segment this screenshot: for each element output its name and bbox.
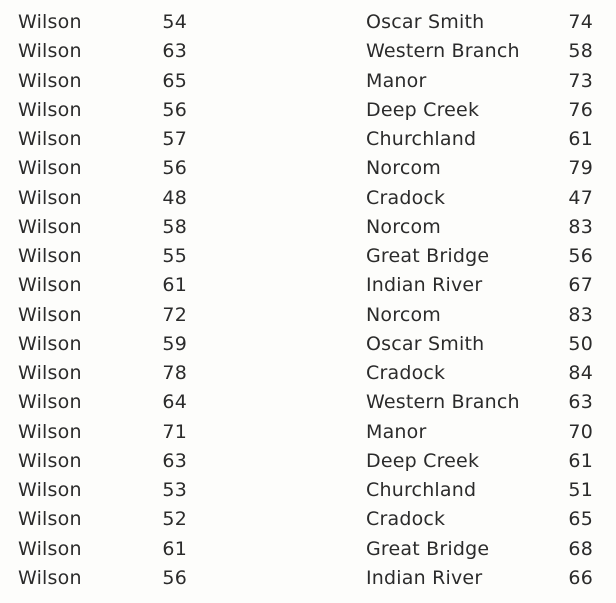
opponent-name: Norcom	[366, 303, 442, 326]
opponent-score: 79	[568, 157, 593, 180]
home-team-score: 61	[162, 537, 187, 560]
opponent-name: Manor	[366, 420, 427, 443]
home-team-score: 56	[162, 566, 187, 589]
opponent-name: Cradock	[366, 362, 446, 384]
opponent-score: 66	[568, 566, 593, 589]
home-team-name: Wilson	[18, 508, 82, 531]
home-team-name: Wilson	[18, 420, 82, 443]
home-team-name: Wilson	[18, 362, 82, 384]
opponent-name: Western Branch	[366, 40, 520, 63]
home-team-score: 64	[162, 391, 187, 414]
home-team-name: Wilson	[18, 40, 82, 63]
opponent-name: Cradock	[366, 508, 446, 531]
opponent-name: Indian River	[366, 274, 483, 297]
home-team-score: 71	[162, 420, 187, 443]
opponent-score: 58	[568, 40, 593, 63]
opponent-score: 83	[568, 303, 593, 326]
home-team-score: 63	[162, 449, 187, 472]
home-team-score: 56	[162, 98, 187, 121]
score-row	[0, 242, 616, 271]
score-row	[0, 535, 616, 564]
home-team-score: 58	[162, 215, 187, 238]
home-team-name: Wilson	[18, 449, 82, 472]
opponent-score: 51	[568, 479, 593, 501]
opponent-name: Indian River	[366, 566, 483, 589]
score-row	[0, 301, 616, 330]
home-team-name: Wilson	[18, 332, 82, 355]
home-team-score: 52	[162, 508, 187, 531]
opponent-name: Cradock	[366, 186, 446, 209]
opponent-score: 61	[568, 128, 593, 150]
opponent-name: Deep Creek	[366, 98, 480, 121]
home-team-score: 48	[162, 186, 187, 209]
home-team-name: Wilson	[18, 128, 82, 150]
opponent-score: 63	[568, 391, 593, 414]
home-team-name: Wilson	[18, 69, 82, 92]
opponent-name: Norcom	[366, 215, 442, 238]
home-team-score: 59	[162, 332, 187, 355]
score-row	[0, 37, 616, 66]
opponent-name: Deep Creek	[366, 449, 480, 472]
home-team-name: Wilson	[18, 566, 82, 589]
home-team-score: 55	[162, 245, 187, 267]
score-row	[0, 67, 616, 96]
home-team-score: 61	[162, 274, 187, 297]
score-row	[0, 359, 616, 388]
opponent-name: Churchland	[366, 128, 477, 150]
opponent-score: 61	[568, 449, 593, 472]
opponent-name: Manor	[366, 69, 427, 92]
home-team-name: Wilson	[18, 479, 82, 501]
opponent-score: 84	[568, 362, 593, 384]
home-team-score: 54	[162, 11, 187, 33]
score-row	[0, 447, 616, 476]
opponent-name: Churchland	[366, 479, 477, 501]
home-team-name: Wilson	[18, 391, 82, 414]
score-row	[0, 564, 616, 593]
opponent-name: Great Bridge	[366, 245, 490, 267]
opponent-score: 83	[568, 215, 593, 238]
home-team-name: Wilson	[18, 245, 82, 267]
score-row	[0, 505, 616, 534]
opponent-name: Norcom	[366, 157, 442, 180]
opponent-score: 56	[568, 245, 593, 267]
opponent-name: Oscar Smith	[366, 11, 485, 33]
home-team-score: 53	[162, 479, 187, 501]
score-row	[0, 8, 616, 37]
opponent-score: 76	[568, 98, 593, 121]
opponent-score: 65	[568, 508, 593, 531]
home-team-name: Wilson	[18, 215, 82, 238]
score-row	[0, 154, 616, 183]
opponent-score: 50	[568, 332, 593, 355]
score-row	[0, 330, 616, 359]
home-team-score: 63	[162, 40, 187, 63]
home-team-name: Wilson	[18, 157, 82, 180]
home-team-name: Wilson	[18, 274, 82, 297]
score-row	[0, 271, 616, 300]
home-team-name: Wilson	[18, 303, 82, 326]
opponent-score: 70	[568, 420, 593, 443]
home-team-name: Wilson	[18, 11, 82, 33]
scores-table	[0, 8, 616, 593]
home-team-name: Wilson	[18, 186, 82, 209]
score-row	[0, 213, 616, 242]
score-row	[0, 96, 616, 125]
opponent-name: Western Branch	[366, 391, 520, 414]
home-team-score: 78	[162, 362, 187, 384]
opponent-score: 73	[568, 69, 593, 92]
opponent-score: 68	[568, 537, 593, 560]
opponent-score: 47	[568, 186, 593, 209]
home-team-score: 72	[162, 303, 187, 326]
home-team-name: Wilson	[18, 98, 82, 121]
opponent-score: 74	[568, 11, 593, 33]
opponent-name: Oscar Smith	[366, 332, 485, 355]
home-team-score: 56	[162, 157, 187, 180]
score-row	[0, 125, 616, 154]
score-row	[0, 388, 616, 417]
home-team-score: 57	[162, 128, 187, 150]
home-team-score: 65	[162, 69, 187, 92]
score-row	[0, 476, 616, 505]
opponent-score: 67	[568, 274, 593, 297]
score-row	[0, 418, 616, 447]
home-team-name: Wilson	[18, 537, 82, 560]
score-row	[0, 184, 616, 213]
opponent-name: Great Bridge	[366, 537, 490, 560]
